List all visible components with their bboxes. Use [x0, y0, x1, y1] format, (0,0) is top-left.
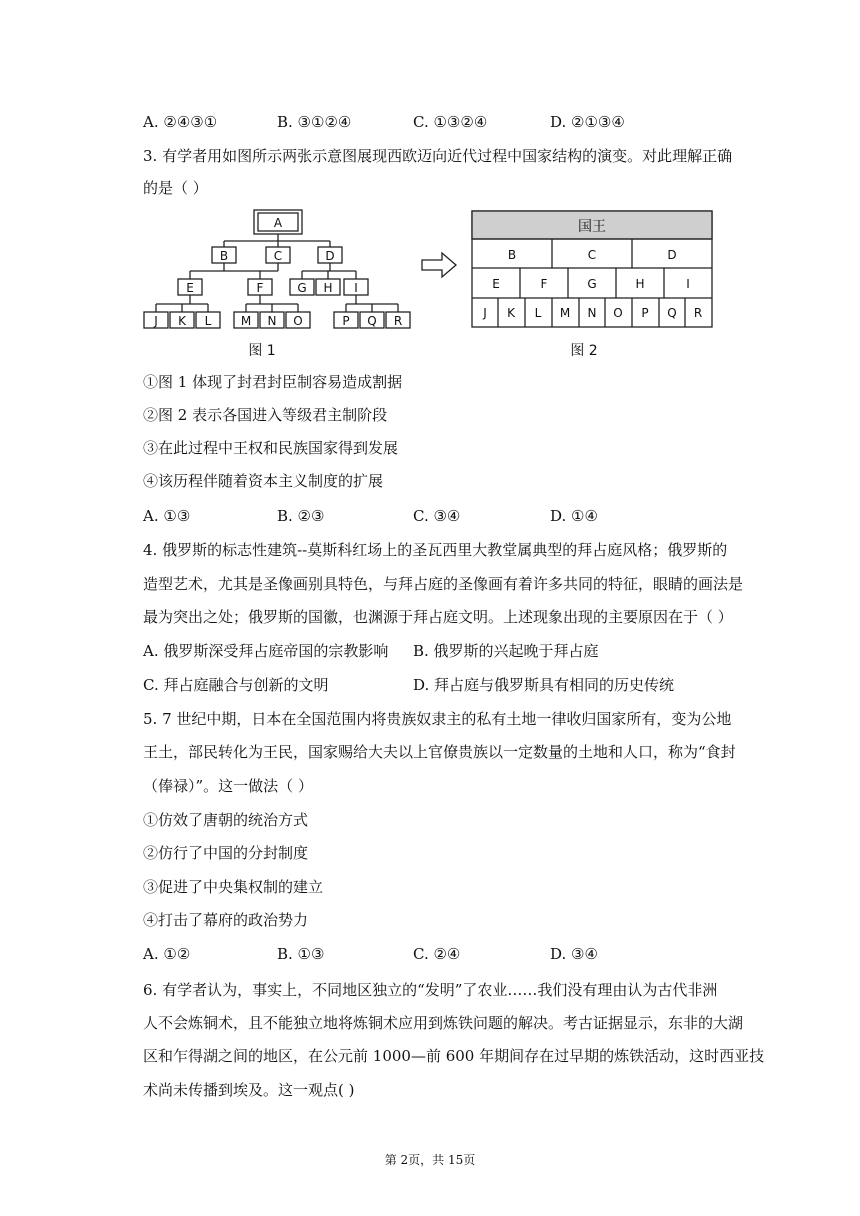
svg-text:L: L: [204, 314, 212, 328]
q5-option-d: D. ③④: [550, 945, 598, 963]
fig2-caption: 图 2: [570, 343, 598, 359]
q3-statement-2: ②图 2 表示各国进入等级君主制阶段: [143, 406, 388, 424]
svg-text:P: P: [342, 314, 350, 328]
q3-stem-line1: 3. 有学者用如图所示两张示意图展现西欧迈向近代过程中国家结构的演变。对此理解正确: [143, 147, 733, 165]
q6-line-4: 术尚未传播到埃及。这一观点( ): [143, 1081, 355, 1099]
q5-statement-3: ③促进了中央集权制的建立: [143, 878, 324, 896]
svg-text:B: B: [507, 248, 517, 262]
q6-line-2: 人不会炼铜术，且不能独立地将炼铜术应用到炼铁问题的解决。考古证据显示，东非的大湖: [143, 1014, 744, 1032]
svg-text:D: D: [667, 248, 677, 262]
arrow-icon: [422, 253, 456, 277]
svg-text:G: G: [297, 281, 307, 295]
page-footer: 第 2页，共 15页: [384, 1153, 476, 1167]
svg-text:N: N: [587, 306, 597, 320]
svg-text:K: K: [178, 314, 186, 328]
svg-text:Q: Q: [367, 314, 377, 328]
q5-option-a: A. ①②: [143, 945, 191, 963]
q5-line-2: 王土，部民转化为王民，国家赐给大夫以上官僚贵族以一定数量的土地和人口，称为“食封: [143, 743, 736, 761]
q5-statement-4: ④打击了幕府的政治势力: [143, 911, 309, 929]
q4-line-3: 最为突出之处；俄罗斯的国徽，也渊源于拜占庭文明。上述现象出现的主要原因在于（ ）: [143, 608, 733, 626]
q3-option-b: B. ②③: [277, 507, 325, 525]
svg-text:M: M: [240, 314, 252, 328]
svg-text:E: E: [492, 277, 500, 291]
svg-text:O: O: [293, 314, 303, 328]
q2-option-b: B. ③①②④: [277, 113, 352, 131]
svg-text:M: M: [559, 306, 571, 320]
svg-text:F: F: [256, 281, 264, 295]
q4-option-c: C. 拜占庭融合与创新的文明: [143, 676, 329, 694]
svg-text:C: C: [273, 249, 283, 263]
svg-text:Q: Q: [667, 306, 677, 320]
svg-text:R: R: [693, 306, 703, 320]
q5-option-b: B. ①③: [277, 945, 325, 963]
svg-text:A: A: [273, 216, 283, 230]
q2-option-d: D. ②①③④: [550, 113, 625, 131]
fig1-caption: 图 1: [248, 343, 276, 359]
svg-text:C: C: [587, 248, 597, 262]
q5-line-3: （俸禄）”。这一做法（ ）: [143, 777, 313, 795]
q6-line-3: 区和乍得湖之间的地区，在公元前 1000—前 600 年期间存在过早期的炼铁活动，这时西亚技: [143, 1047, 765, 1065]
svg-text:R: R: [393, 314, 403, 328]
svg-text:K: K: [507, 306, 515, 320]
q4-option-a: A. 俄罗斯深受拜占庭帝国的宗教影响: [143, 642, 389, 660]
q4-line-1: 4. 俄罗斯的标志性建筑--莫斯科红场上的圣瓦西里大教堂属典型的拜占庭风格；俄罗斯的: [143, 541, 728, 559]
svg-text:D: D: [325, 249, 335, 263]
q4-option-b: B. 俄罗斯的兴起晚于拜占庭: [413, 642, 599, 660]
q3-option-a: A. ①③: [143, 507, 191, 525]
q3-figures: [140, 205, 720, 365]
svg-text:L: L: [534, 306, 542, 320]
q5-statement-2: ②仿行了中国的分封制度: [143, 844, 309, 862]
svg-text:B: B: [219, 249, 229, 263]
q3-option-d: D. ①④: [550, 507, 598, 525]
svg-text:H: H: [323, 281, 333, 295]
q3-option-c: C. ③④: [413, 507, 461, 525]
svg-text:P: P: [641, 306, 649, 320]
q2-option-c: C. ①③②④: [413, 113, 488, 131]
q4-option-d: D. 拜占庭与俄罗斯具有相同的历史传统: [413, 676, 675, 694]
q2-option-a: A. ②④③①: [143, 113, 218, 131]
svg-text:J: J: [154, 314, 158, 328]
svg-text:O: O: [613, 306, 623, 320]
q3-statement-1: ①图 1 体现了封君封臣制容易造成割据: [143, 373, 403, 391]
svg-text:N: N: [267, 314, 277, 328]
q3-statement-4: ④该历程伴随着资本主义制度的扩展: [143, 472, 384, 490]
svg-text:I: I: [354, 281, 358, 295]
svg-text:I: I: [686, 277, 690, 291]
svg-text:F: F: [540, 277, 548, 291]
svg-text:H: H: [635, 277, 645, 291]
q5-statement-1: ①仿效了唐朝的统治方式: [143, 811, 309, 829]
svg-text:G: G: [587, 277, 597, 291]
svg-text:J: J: [483, 306, 487, 320]
q3-statement-3: ③在此过程中王权和民族国家得到发展: [143, 439, 399, 457]
svg-text:E: E: [186, 281, 194, 295]
q6-line-1: 6. 有学者认为，事实上，不同地区独立的“发明”了农业……我们没有理由认为古代非洲: [143, 981, 718, 999]
q5-option-c: C. ②④: [413, 945, 461, 963]
q3-stem-line2: 的是（ ）: [143, 179, 208, 197]
q4-line-2: 造型艺术，尤其是圣像画别具特色，与拜占庭的圣像画有着许多共同的特征，眼睛的画法是: [143, 575, 744, 593]
q5-line-1: 5. 7 世纪中期，日本在全国范围内将贵族奴隶主的私有土地一律收归国家所有，变为公地: [143, 710, 732, 728]
fig2-header: 国王: [578, 219, 606, 235]
